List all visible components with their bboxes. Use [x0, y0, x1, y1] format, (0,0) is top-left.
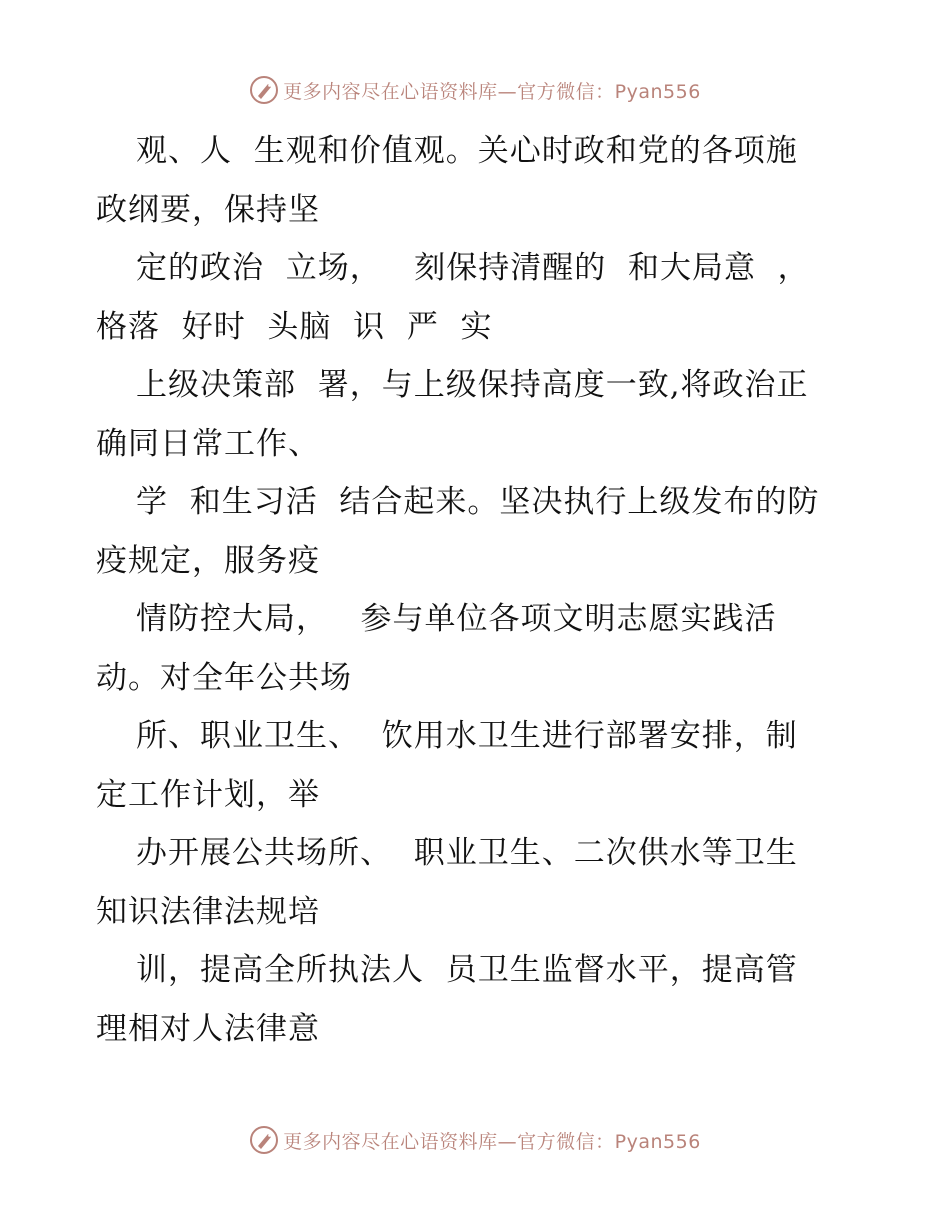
body-line: 理相对人法律意 — [96, 1010, 320, 1047]
body-line: 确同日常工作、 — [96, 425, 320, 462]
body-line: 上级决策部 署，与上级保持高度一致,将政治正 — [136, 367, 809, 403]
body-line: 政纲要，保持坚 — [96, 191, 320, 228]
body-line: 动。对全年公共场 — [96, 659, 352, 696]
body-line: 学 和生习活 结合起来。坚决执行上级发布的防 — [136, 484, 820, 520]
footer-watermark — [0, 1120, 950, 1160]
body-line: 办开展公共场所、 职业卫生、二次供水等卫生 — [136, 835, 798, 871]
body-line: 疫规定，服务疫 — [96, 542, 320, 579]
body-line: 定的政治 立场， 刻保持清醒的 和大局意 ， — [136, 250, 810, 286]
body-line: 格落 好时 头脑 识 严 实 — [96, 308, 493, 345]
watermark-text: 更多内容尽在心语资料库—官方微信：Pyan556 — [283, 80, 701, 103]
watermark-text: 更多内容尽在心语资料库—官方微信：Pyan556 — [283, 1130, 701, 1153]
body-line: 所、职业卫生、 饮用水卫生进行部署安排，制 — [136, 718, 798, 754]
body-line: 定工作计划，举 — [96, 776, 320, 813]
body-line: 情防控大局， 参与单位各项文明志愿实践活 — [136, 601, 777, 637]
pen-nib-logo-icon — [249, 75, 279, 105]
body-line: 观、人 生观和价值观。关心时政和党的各项施 — [136, 133, 798, 169]
pen-nib-logo-icon — [249, 1125, 279, 1155]
header-watermark — [0, 70, 950, 110]
body-line: 知识法律法规培 — [96, 893, 320, 930]
document-body — [96, 122, 856, 1058]
body-line: 训，提高全所执法人 员卫生监督水平，提高管 — [136, 952, 798, 988]
